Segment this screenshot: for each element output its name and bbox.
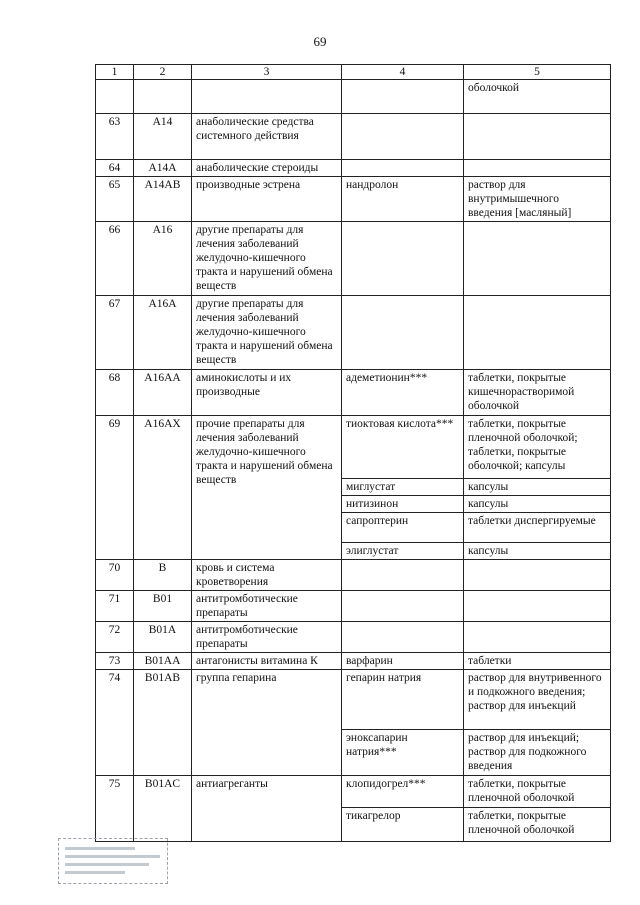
row-number-cell: 71	[96, 591, 134, 622]
dosage-form-cell	[464, 222, 611, 296]
row-number-cell: 67	[96, 296, 134, 370]
row-number-cell: 66	[96, 222, 134, 296]
dosage-form-cell: таблетки диспергируемые	[464, 513, 611, 543]
column-number: 3	[192, 65, 342, 80]
dosage-form-cell	[464, 114, 611, 160]
table-row	[96, 296, 611, 370]
registry-stamp	[58, 838, 168, 884]
dosage-form-cell: таблетки, покрытые пленочной оболочкой; таблетки, покрытые оболочкой; капсулы	[464, 416, 611, 479]
dosage-form-cell: раствор для инъекций; раствор для подкожного введения	[464, 730, 611, 776]
drug-name-cell: нандролон	[342, 177, 464, 222]
dosage-form-cell: таблетки, покрытые пленочной оболочкой	[464, 776, 611, 808]
dosage-form-cell	[464, 160, 611, 177]
row-number-cell: 70	[96, 560, 134, 591]
group-cell: другие препараты для лечения заболеваний желудочно-кишечного тракта и нарушений обмена веществ	[192, 222, 342, 296]
dosage-form-cell	[464, 622, 611, 653]
column-number: 4	[342, 65, 464, 80]
group-cell: группа гепарина	[192, 670, 342, 776]
dosage-form-cell: капсулы	[464, 543, 611, 560]
row-number-cell: 65	[96, 177, 134, 222]
row-number-cell: 74	[96, 670, 134, 776]
atc-code-cell: A14	[134, 114, 192, 160]
atc-code-cell: B01AB	[134, 670, 192, 776]
dosage-form-cell: оболочкой	[464, 80, 611, 114]
drug-name-cell: нитизинон	[342, 496, 464, 513]
drug-name-cell	[342, 296, 464, 370]
atc-code-cell: B	[134, 560, 192, 591]
drug-name-cell	[342, 114, 464, 160]
group-cell: производные эстрена	[192, 177, 342, 222]
row-number-cell: 72	[96, 622, 134, 653]
atc-code-cell: B01	[134, 591, 192, 622]
row-number-cell: 63	[96, 114, 134, 160]
column-number-row	[96, 65, 611, 80]
column-number: 5	[464, 65, 611, 80]
row-number-cell: 68	[96, 370, 134, 416]
drug-name-cell: элиглустат	[342, 543, 464, 560]
dosage-form-cell	[464, 560, 611, 591]
atc-code-cell: B01A	[134, 622, 192, 653]
drug-name-cell	[342, 622, 464, 653]
atc-code-cell	[134, 80, 192, 114]
atc-code-cell: B01AA	[134, 653, 192, 670]
drug-list-table	[95, 64, 611, 842]
atc-code-cell: A14AB	[134, 177, 192, 222]
group-cell: аминокислоты и их производные	[192, 370, 342, 416]
table-row	[96, 416, 611, 479]
row-number-cell	[96, 80, 134, 114]
table-row	[96, 177, 611, 222]
group-cell	[192, 80, 342, 114]
drug-name-cell: клопидогрел***	[342, 776, 464, 808]
dosage-form-cell	[464, 296, 611, 370]
row-number-cell: 69	[96, 416, 134, 560]
group-cell: анаболические средства системного действия	[192, 114, 342, 160]
drug-name-cell: тиоктовая кислота***	[342, 416, 464, 479]
row-number-cell: 73	[96, 653, 134, 670]
drug-name-cell: тикагрелор	[342, 808, 464, 842]
atc-code-cell: A16A	[134, 296, 192, 370]
atc-code-cell: A16AA	[134, 370, 192, 416]
dosage-form-cell: раствор для внутримышечного введения [масляный]	[464, 177, 611, 222]
drug-name-cell	[342, 560, 464, 591]
table-row	[96, 370, 611, 416]
drug-name-cell: сапроптерин	[342, 513, 464, 543]
drug-name-cell	[342, 591, 464, 622]
group-cell: кровь и система кроветворения	[192, 560, 342, 591]
column-number: 2	[134, 65, 192, 80]
table-row	[96, 160, 611, 177]
dosage-form-cell	[464, 591, 611, 622]
atc-code-cell: B01AC	[134, 776, 192, 842]
group-cell: антиагреганты	[192, 776, 342, 842]
column-number: 1	[96, 65, 134, 80]
table-row	[96, 653, 611, 670]
dosage-form-cell: раствор для внутривенного и подкожного введения; раствор для инъекций	[464, 670, 611, 730]
table-row	[96, 591, 611, 622]
dosage-form-cell: таблетки	[464, 653, 611, 670]
drug-name-cell	[342, 160, 464, 177]
dosage-form-cell: таблетки, покрытые пленочной оболочкой	[464, 808, 611, 842]
group-cell: антагонисты витамина К	[192, 653, 342, 670]
table-row	[96, 560, 611, 591]
group-cell: антитромботические препараты	[192, 591, 342, 622]
drug-name-cell: эноксапарин натрия***	[342, 730, 464, 776]
table-row	[96, 670, 611, 730]
atc-code-cell: A16	[134, 222, 192, 296]
drug-name-cell: варфарин	[342, 653, 464, 670]
dosage-form-cell: капсулы	[464, 479, 611, 496]
dosage-form-cell: таблетки, покрытые кишечнорастворимой оболочкой	[464, 370, 611, 416]
table-row	[96, 776, 611, 808]
table-row	[96, 222, 611, 296]
group-cell: другие препараты для лечения заболеваний желудочно-кишечного тракта и нарушений обмена веществ	[192, 296, 342, 370]
atc-code-cell: A14A	[134, 160, 192, 177]
row-number-cell: 75	[96, 776, 134, 842]
drug-name-cell	[342, 80, 464, 114]
drug-name-cell: миглустат	[342, 479, 464, 496]
drug-name-cell: адеметионин***	[342, 370, 464, 416]
atc-code-cell: A16AX	[134, 416, 192, 560]
drug-name-cell	[342, 222, 464, 296]
group-cell: анаболические стероиды	[192, 160, 342, 177]
group-cell: антитромботические препараты	[192, 622, 342, 653]
table-row	[96, 80, 611, 114]
drug-name-cell: гепарин натрия	[342, 670, 464, 730]
dosage-form-cell: капсулы	[464, 496, 611, 513]
page-number: 69	[313, 34, 327, 49]
table-row	[96, 114, 611, 160]
table-row	[96, 622, 611, 653]
row-number-cell: 64	[96, 160, 134, 177]
group-cell: прочие препараты для лечения заболеваний желудочно-кишечного тракта и нарушений обмена веществ	[192, 416, 342, 560]
